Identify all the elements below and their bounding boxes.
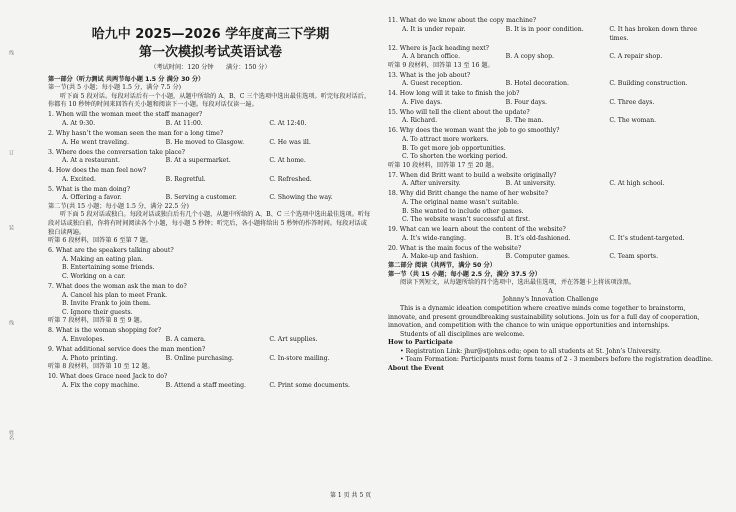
question-options — [48, 176, 373, 185]
question-options — [388, 199, 713, 225]
dialog-instruction: 听第 7 段材料，回答第 8 至 9 题。 — [48, 317, 146, 325]
option: C. At high school. — [609, 180, 665, 188]
question: 1. When will the woman meet the staff manager? — [48, 111, 203, 119]
option: C. He was ill. — [269, 138, 311, 146]
option: C. Print some documents. — [269, 381, 351, 389]
question: 7. What does the woman ask the man to do? — [48, 282, 187, 290]
question-options — [388, 80, 713, 89]
option: C. It’s student-targeted. — [609, 234, 685, 242]
option: B. Four days. — [505, 98, 548, 106]
option: A. It is under repair. — [402, 25, 466, 33]
question-options — [388, 180, 713, 189]
question-options — [48, 120, 373, 129]
option: B. Invite Frank to join them. — [62, 300, 151, 308]
how-to-participate-heading: How to Participate — [388, 339, 453, 347]
option: C. Art supplies. — [269, 335, 318, 343]
about-event-heading: About the Event — [388, 365, 444, 373]
question: 14. How long will it take to finish the job? — [388, 90, 520, 98]
question: 5. What is the man doing? — [48, 185, 131, 193]
section1-directions: 听下面 5 段对话。每段对话后有一个小题，从题中所给的 A、B、C 三个选项中选出最佳选项。听完每段对话后，你都有 10 秒钟的时间来回答有关小题和阅读下一小题。每段对话仅读一遍。 — [48, 92, 371, 109]
option: B. At 11:00. — [165, 119, 203, 127]
option: C. Ignore their guests. — [62, 308, 133, 316]
margin-mark: 订 — [8, 150, 14, 155]
margin-mark: 姓名 — [8, 430, 14, 440]
question-options — [48, 292, 373, 318]
question: 9. What additional service does the man mention? — [48, 345, 206, 353]
question: 16. Why does the woman want the job to go smoothly? — [388, 127, 560, 135]
option: A. Making an eating plan. — [62, 255, 144, 263]
question: 13. What is the job about? — [388, 71, 471, 79]
option: B. She wanted to include other games. — [402, 207, 524, 215]
option: A. Excited. — [62, 175, 96, 183]
option: A. Five days. — [402, 98, 443, 106]
option: B. At a supermarket. — [165, 157, 231, 165]
option: B. He moved to Glasgow. — [165, 138, 245, 146]
section2-directions: 听下面 5 段对话或独白。每段对话或独白后有几个小题，从题中所给的 A、B、C 三个选项中选出最佳选项。听每段对话或独白前，你将有时间阅读各个小题，每小题 5 秒钟；听完后，各小题将给出 5 秒钟的作答时间。每段对话或独白读两遍。 — [48, 211, 371, 236]
question: 12. Where is Jack heading next? — [388, 44, 490, 52]
question: 18. Why did Britt change the name of her website? — [388, 190, 548, 198]
option: A. Fix the copy machine. — [62, 381, 140, 389]
question: 17. When did Britt want to build a website originally? — [388, 171, 557, 179]
option: C. At home. — [269, 157, 306, 165]
section1-heading: 第一节(共 5 小题；每小题 1.5 分，满分 7.5 分) — [48, 84, 182, 92]
question: 8. What is the woman shopping for? — [48, 327, 162, 335]
option: A. Offering a favor. — [62, 194, 122, 202]
question-group-1-5 — [48, 111, 373, 203]
question: 2. Why hasn’t the woman seen the man for a long time? — [48, 129, 224, 137]
question-options — [48, 355, 373, 364]
right-column — [388, 16, 713, 374]
option: B. Computer games. — [505, 253, 570, 261]
option: C. Team sports. — [609, 253, 659, 261]
option: B. To get more job opportunities. — [402, 144, 506, 152]
option: C. The woman. — [609, 117, 657, 125]
option: A. He went traveling. — [62, 138, 129, 146]
part2-heading: 第二部分 阅读（共两节，满分 50 分） — [388, 261, 496, 269]
question-options — [388, 117, 713, 126]
question-options — [388, 99, 713, 108]
question-options — [48, 194, 373, 203]
part2-directions: 阅读下列短文，从每题所给的四个选项中，选出最佳选项，并在答题卡上将该项涂黑。 — [400, 279, 636, 287]
exam-title: 第一次模拟考试英语试卷 — [138, 45, 282, 60]
option: C. Building construction. — [609, 80, 688, 88]
question-options — [48, 139, 373, 148]
passage-paragraph: Students of all disciplines are welcome. — [400, 330, 525, 338]
option: A. It’s wide-ranging. — [402, 234, 466, 242]
option: B. It’s old-fashioned. — [505, 234, 571, 242]
margin-mark: 装 — [8, 225, 14, 230]
option: A. Cancel his plan to meet Frank. — [62, 291, 168, 299]
option: C. In-store mailing. — [269, 354, 330, 362]
option: A. To attract more workers. — [402, 136, 489, 144]
question-options — [388, 235, 713, 244]
question-options — [48, 157, 373, 166]
option: A. Richard. — [402, 117, 438, 125]
option: A. Photo printing. — [62, 354, 118, 362]
option: B. At university. — [505, 180, 556, 188]
question-options — [48, 256, 373, 282]
question: 20. What is the main focus of the website? — [388, 244, 522, 252]
option: A. A branch office. — [402, 53, 461, 61]
option: C. At 12:40. — [269, 119, 307, 127]
question: 15. Who will tell the client about the update? — [388, 108, 530, 116]
part2-section1-heading: 第一节（共 15 小题；每小题 2.5 分，满分 37.5 分） — [388, 270, 541, 278]
question-options — [388, 253, 713, 262]
option: B. Hotel decoration. — [505, 80, 569, 88]
question-options — [388, 53, 713, 62]
option: B. Attend a staff meeting. — [165, 381, 246, 389]
question: 6. What are the speakers talking about? — [48, 247, 174, 255]
option: C. To shorten the working period. — [402, 153, 508, 161]
passage-paragraph: This is a dynamic ideation competition where creative minds come together to brainstorm, innovate, and present groundbreaking sustainability solutions. Join us for a full day of cooperation, innovation, and competition with the chance to win unique opportunities and internships. — [388, 304, 700, 330]
part1-heading: 第一部分（听力测试 共两节每小题 1.5 分 满分 30 分） — [48, 75, 205, 83]
option: A. At a restaurant. — [62, 157, 120, 165]
dialog-instruction: 听第 8 段材料，回答第 10 至 12 题。 — [48, 363, 154, 371]
option: B. It is in poor condition. — [505, 25, 584, 33]
option: A. The original name wasn’t suitable. — [402, 199, 519, 206]
dialog-instruction: 听第 6 段材料，回答第 6 至第 7 题。 — [48, 237, 153, 245]
passage-letter: A — [548, 287, 553, 295]
left-column — [48, 18, 373, 390]
option: A. At 9:30. — [62, 119, 96, 127]
page-footer: 第 1 页 共 5 页 — [330, 492, 372, 499]
option: C. A repair shop. — [609, 53, 663, 61]
exam-info: （考试时间：120 分钟 满分：150 分） — [150, 64, 271, 71]
question: 4. How does the man feel now? — [48, 167, 147, 175]
passage-bullet: • Registration Link: jhur@stjohns.edu; open to all students at St. John’s University. — [400, 347, 661, 355]
option: C. Working on a car. — [62, 273, 126, 280]
option: B. A copy shop. — [505, 53, 555, 61]
option: C. Three days. — [609, 98, 655, 106]
option: C. It has broken down three times. — [609, 25, 698, 42]
margin-mark: 线 — [8, 320, 14, 325]
dialog-instruction: 听第 10 段材料，回答第 17 至 20 题。 — [388, 161, 498, 169]
option: B. Serving a customer. — [165, 194, 237, 202]
option: A. Envelopes. — [62, 335, 105, 343]
option: B. Entertaining some friends. — [62, 264, 155, 272]
section2-heading: 第二节(共 15 小题；每小题 1.5 分，满分 22.5 分) — [48, 202, 189, 210]
option: C. Showing the way. — [269, 194, 333, 202]
option: B. A camera. — [165, 335, 206, 343]
margin-mark: 线 — [8, 50, 14, 55]
option: C. Refreshed. — [269, 175, 312, 183]
question-options — [388, 136, 713, 162]
option: A. Make-up and fashion. — [402, 253, 479, 261]
option: B. Online purchasing. — [165, 354, 234, 362]
dialog-instruction: 听第 9 段材料，回答第 13 至 16 题。 — [388, 61, 494, 69]
question-options — [48, 336, 373, 345]
question: 10. What does Grace need Jack to do? — [48, 373, 168, 381]
passage-title: Johnny's Innovation Challenge — [502, 296, 599, 304]
question-options — [48, 382, 373, 391]
question: 19. What can we learn about the content of the website? — [388, 226, 566, 234]
option: B. Regretful. — [165, 175, 206, 183]
passage-bullet: • Team Formation: Participants must form teams of 2 - 3 members before the registration deadline. — [400, 356, 713, 364]
option: C. The website wasn’t successful at first. — [402, 216, 531, 224]
binding-margin — [8, 10, 20, 480]
exam-title-school: 哈九中 2025—2026 学年度高三下学期 — [91, 27, 330, 42]
question: 11. What do we know about the copy machine? — [388, 17, 537, 25]
option: A. After university. — [402, 180, 461, 188]
option: B. The man. — [505, 117, 544, 125]
question: 3. Where does the conversation take place? — [48, 148, 185, 156]
option: A. Guest reception. — [402, 80, 463, 88]
question-options — [388, 26, 713, 43]
